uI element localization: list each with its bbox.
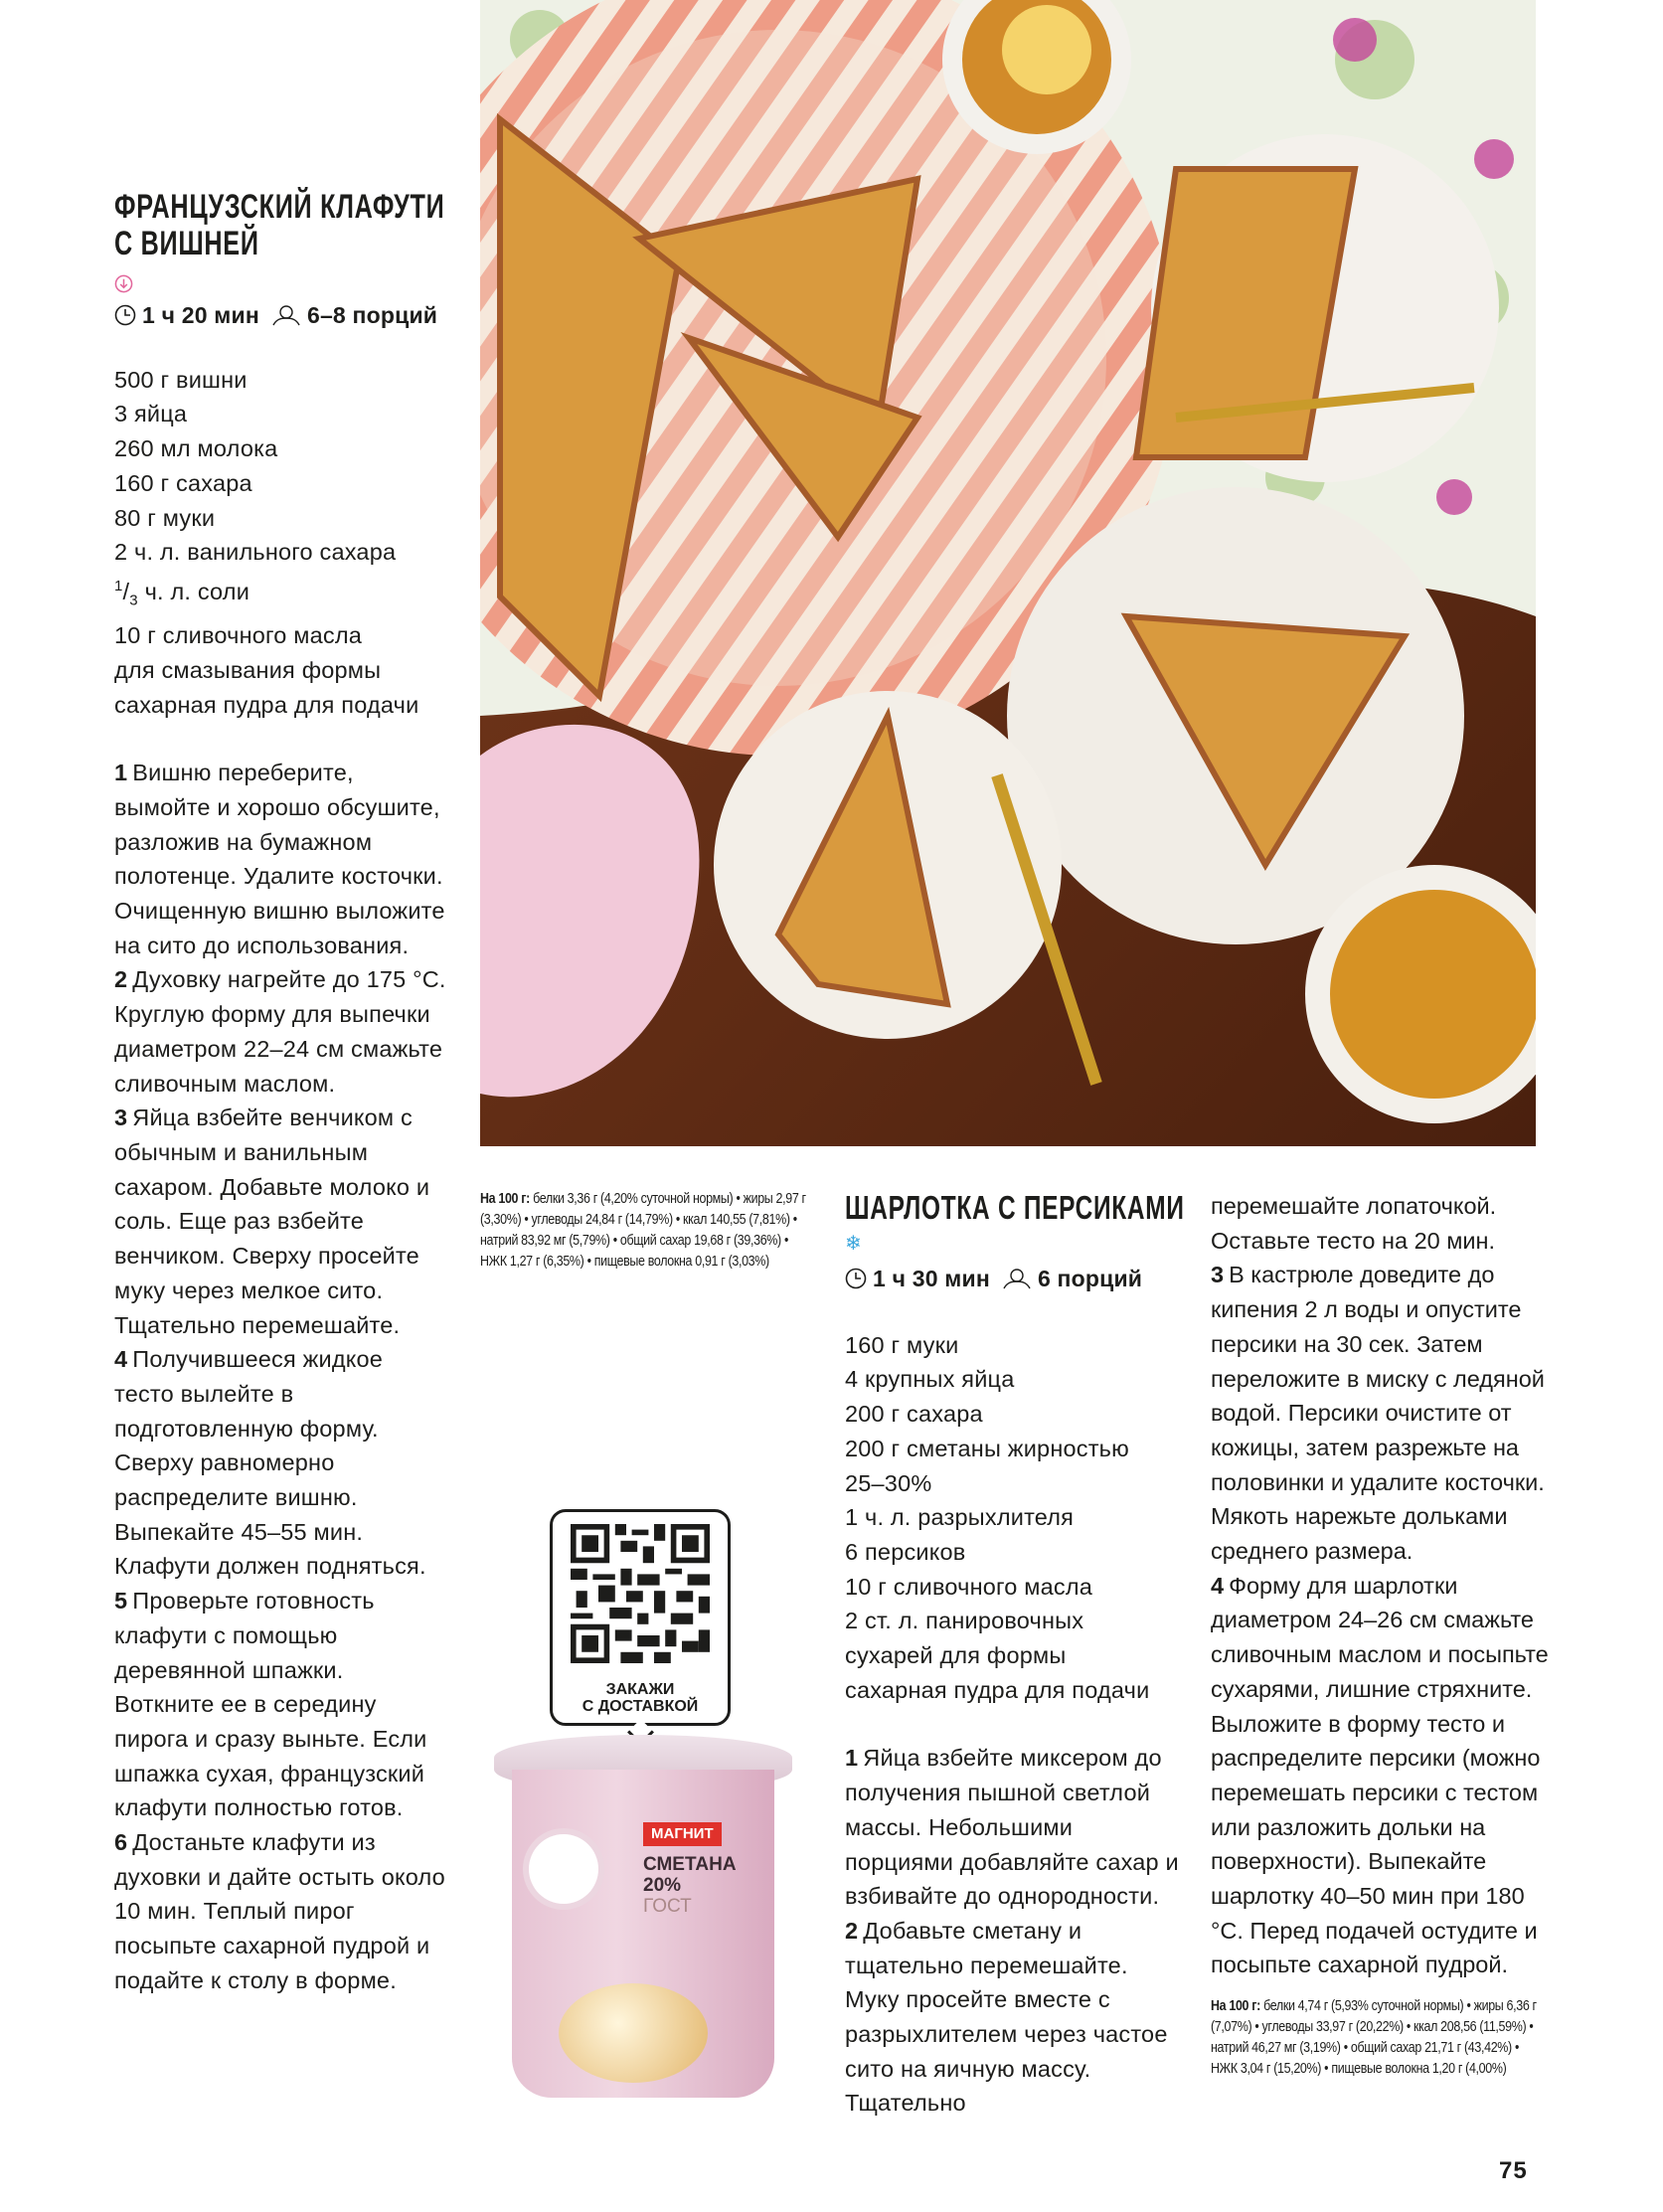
recipe1-title bbox=[114, 188, 445, 262]
recipe2-column-continued bbox=[1211, 1189, 1549, 2080]
ingredient: 200 г сахара bbox=[845, 1401, 983, 1428]
step-continued: перемешайте лопаточкой. Оставьте тесто на 20 мин. bbox=[1211, 1193, 1497, 1254]
ingredient: сахарная пудра для подачи bbox=[114, 691, 419, 718]
recipe2-title: ШАРЛОТКА С ПЕРСИКАМИ bbox=[845, 1189, 1185, 1226]
ingredient: 10 г сливочного масла bbox=[845, 1573, 1093, 1600]
step-text: Форму для шарлотки диаметром 24–26 см смажьте сливочным маслом и посыпьте сухарями, лишние стряхните. Выложите в форму тесто и распределите персики (можно перемешать персики с тестом или разложить дольки на поверхности). Выпекайте шарлотку 40–50 мин при 180 °C. Перед подачей остудите и посыпьте сахарной пудрой. bbox=[1211, 1572, 1549, 1978]
product-name-text: СМЕТАНА bbox=[643, 1854, 737, 1875]
step-text: Получившееся жидкое тесто вылейте в подготовленную форму. Сверху равномерно распределите вишню. Выпекайте 45–55 мин. Клафути должен подняться. bbox=[114, 1346, 426, 1580]
nutrition-text: белки 4,74 г (5,93% суточной нормы) • жиры 6,36 г (7,07%) • углеводы 33,97 г (20,22%) • ккал 208,56 (11,59%) • натрий 46,27 мг (3,19%) • общий сахар 21,71 г (43,42%) • НЖК 3,04 г (15,20%) • пищевые волокна 1,20 г (4,00%) bbox=[1211, 1998, 1537, 2078]
download-circle-icon bbox=[114, 268, 447, 292]
product-name bbox=[643, 1854, 737, 1917]
clock-icon bbox=[845, 1268, 867, 1289]
recipe2-nutrition bbox=[1211, 1996, 1544, 2080]
food-photo bbox=[480, 0, 1536, 1146]
ingredient: сахарная пудра для подачи bbox=[845, 1676, 1150, 1703]
step-number: 3 bbox=[1211, 1262, 1225, 1288]
ingredient: для смазывания формы bbox=[114, 656, 382, 683]
recipe1-servings: 6–8 порций bbox=[306, 302, 438, 328]
ingredient: 6 персиков bbox=[845, 1538, 966, 1565]
step bbox=[114, 962, 447, 1101]
step bbox=[845, 1741, 1183, 1914]
recipe1-nutrition bbox=[480, 1189, 813, 1273]
step bbox=[114, 1584, 447, 1825]
ingredient: 260 мл молока bbox=[114, 435, 278, 462]
snowflake-icon: ❄ bbox=[845, 1233, 862, 1255]
ingredient: 4 крупных яйца bbox=[845, 1366, 1015, 1393]
ingredient: 500 г вишни bbox=[114, 366, 248, 393]
step-number: 2 bbox=[114, 966, 128, 993]
step-number: 3 bbox=[114, 1105, 128, 1131]
step-text: Достаньте клафути из духовки и дайте остыть около 10 мин. Теплый пирог посыпьте сахарной пудрой и подайте к столу в форме. bbox=[114, 1829, 445, 1993]
step bbox=[114, 1342, 447, 1584]
brand-label: МАГНИТ bbox=[643, 1822, 722, 1846]
recipe2-time: 1 ч 30 мин bbox=[873, 1266, 990, 1291]
step-number: 1 bbox=[114, 760, 128, 786]
ingredient: 160 г сахара bbox=[114, 469, 252, 496]
step-text: Яйца взбейте венчиком с обычным и ванильным сахаром. Добавьте молоко и соль. Еще раз взбейте венчиком. Сверху просейте муку через мелкое сито. Тщательно перемешайте. bbox=[114, 1105, 430, 1338]
step-number: 6 bbox=[114, 1829, 128, 1856]
fraction-numerator: 1 bbox=[114, 577, 123, 595]
page-number: 75 bbox=[1499, 2157, 1528, 2184]
step bbox=[114, 756, 447, 962]
step bbox=[114, 1101, 447, 1342]
step bbox=[1211, 1258, 1549, 1568]
pancakes-image bbox=[559, 1983, 708, 2083]
step-number: 4 bbox=[114, 1346, 128, 1373]
ingredient: 200 г сметаны жирностью 25–30% bbox=[845, 1435, 1129, 1496]
sour-cream-bowl-image bbox=[529, 1834, 598, 1904]
qr-code-card[interactable] bbox=[550, 1509, 731, 1726]
product-standard: ГОСТ bbox=[643, 1896, 692, 1917]
ingredient: 2 ч. л. ванильного сахара bbox=[114, 539, 397, 566]
ingredient: 3 яйца bbox=[114, 401, 188, 427]
clock-icon bbox=[114, 304, 136, 326]
ingredient: 160 г муки bbox=[845, 1331, 959, 1358]
recipe1-column bbox=[114, 189, 447, 1998]
step bbox=[845, 1914, 1183, 2121]
step-text: В кастрюле доведите до кипения 2 л воды и опустите персики на 30 сек. Затем переложите в миску с ледяной водой. Персики очистите от кожицы, затем разрежьте на половинки и удалите косточки. Мякоть нарежьте дольками среднего размера. bbox=[1211, 1262, 1545, 1565]
recipe1-meta bbox=[114, 298, 447, 333]
step-text: Духовку нагрейте до 175 °C. Круглую форму для выпечки диаметром 22–24 см смажьте сливочным маслом. bbox=[114, 966, 446, 1097]
person-icon bbox=[1002, 1268, 1032, 1289]
recipe1-ingredients bbox=[114, 363, 447, 723]
step-text: Проверьте готовность клафути с помощью деревянной шпажки. Воткните ее в середину пирога и сразу выньте. Если шпажка сухая, французский клафути полностью готов. bbox=[114, 1588, 427, 1821]
qr-code[interactable] bbox=[571, 1524, 710, 1663]
step-text: Яйца взбейте миксером до получения пышной светлой массы. Небольшими порциями добавляйте сахар и взбивайте до однородности. bbox=[845, 1745, 1179, 1910]
title-line: С ВИШНЕЙ bbox=[114, 225, 259, 262]
step-number: 5 bbox=[114, 1588, 128, 1615]
ingredient: 10 г сливочного масла bbox=[114, 622, 363, 649]
qr-caption bbox=[553, 1681, 728, 1715]
fraction-denominator: 3 bbox=[129, 592, 138, 609]
step bbox=[114, 1825, 447, 1998]
product-sour-cream-jar[interactable] bbox=[494, 1735, 792, 2103]
recipe2-ingredients bbox=[845, 1328, 1183, 1708]
step bbox=[1211, 1569, 1549, 1982]
step-text: Вишню переберите, вымойте и хорошо обсушите, разложив на бумажном полотенце. Удалите косточки. Очищенную вишню выложите на сито до использования. bbox=[114, 760, 445, 958]
recipe2-meta bbox=[845, 1262, 1183, 1296]
step-number: 1 bbox=[845, 1745, 859, 1772]
ingredient: 1 ч. л. разрыхлителя bbox=[845, 1504, 1075, 1531]
nutrition-label: На 100 г: bbox=[1211, 1998, 1260, 2015]
nutrition-label: На 100 г: bbox=[480, 1191, 530, 1207]
ingredient: $^1/_3$ ч. л. соли bbox=[114, 577, 250, 609]
qr-caption-line: ЗАКАЖИ bbox=[605, 1681, 675, 1698]
person-icon bbox=[271, 304, 301, 326]
ingredient: 2 ст. л. панировочных сухарей для формы bbox=[845, 1608, 1084, 1669]
step-number: 4 bbox=[1211, 1572, 1225, 1599]
recipe1-steps bbox=[114, 756, 447, 1997]
product-fat: 20% bbox=[643, 1875, 682, 1896]
step-text: Добавьте сметану и тщательно перемешайте. Муку просейте вместе с разрыхлителем через частое сито на яичную массу. Тщательно bbox=[845, 1917, 1168, 2117]
ingredient: 80 г муки bbox=[114, 504, 216, 531]
step-number: 2 bbox=[845, 1917, 859, 1944]
recipe2-column bbox=[845, 1189, 1183, 2121]
nutrition-text: белки 3,36 г (4,20% суточной нормы) • жиры 2,97 г (3,30%) • углеводы 24,84 г (14,79%) • ккал 140,55 (7,81%) • натрий 83,92 мг (5,79%) • общий сахар 19,68 г (39,36%) • НЖК 1,27 г (6,35%) • пищевые волокна 0,91 г (3,03%) bbox=[480, 1191, 806, 1270]
recipe1-time: 1 ч 20 мин bbox=[142, 302, 259, 328]
ingredient-text: ч. л. соли bbox=[144, 578, 250, 604]
recipe2-steps bbox=[845, 1741, 1183, 2121]
product-label bbox=[643, 1822, 737, 1917]
recipe2-servings: 6 порций bbox=[1037, 1266, 1143, 1291]
qr-caption-line: С ДОСТАВКОЙ bbox=[582, 1698, 699, 1715]
title-line: ФРАНЦУЗСКИЙ КЛАФУТИ bbox=[114, 188, 445, 226]
